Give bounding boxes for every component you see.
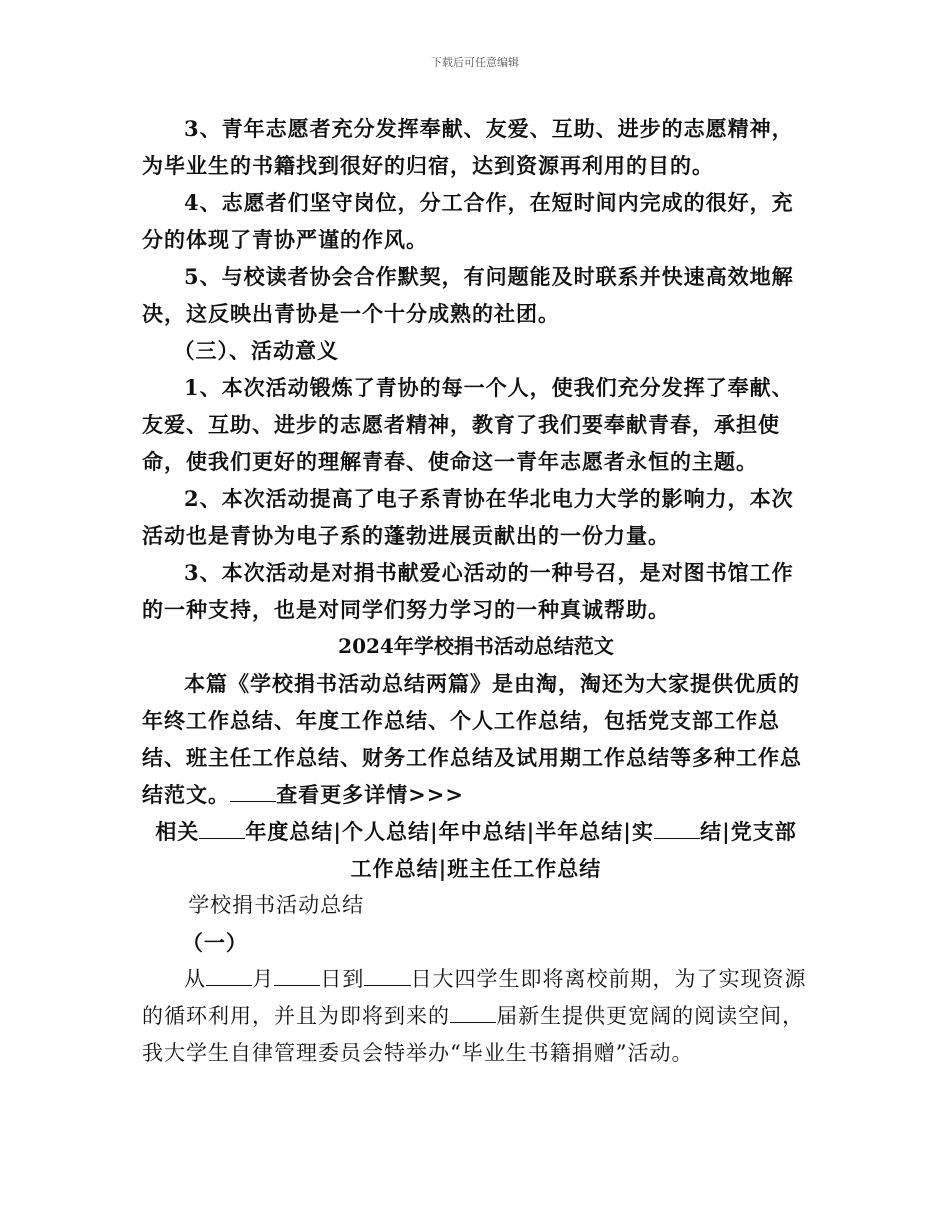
related-links	[142, 813, 810, 887]
body-text: 日大四学生即将离校前期，为了实现资源的循环利用，并且为即将到来的	[142, 967, 807, 1028]
section-sub: （一）	[181, 930, 248, 955]
blank-line	[654, 817, 700, 839]
related-links-c[interactable]: 工作总结|班主任工作总结	[350, 856, 602, 881]
related-prefix: 相关	[155, 819, 200, 844]
blank-line	[206, 964, 252, 986]
body-text: 日到	[320, 967, 365, 991]
document-title: 2024年学校捐书活动总结范文	[338, 634, 614, 658]
paragraph: 3、青年志愿者充分发挥奉献、友爱、互助、进步的志愿精神，为毕业生的书籍找到很好的归宿，达到资源再利用的目的。	[142, 116, 794, 178]
section-heading: （三）、活动意义	[173, 338, 339, 363]
document-body	[142, 110, 810, 1072]
related-links-b[interactable]: 结|党支部	[700, 819, 797, 844]
blank-line	[199, 817, 245, 839]
blank-line	[274, 964, 320, 986]
blank-line	[450, 1001, 496, 1023]
body-text: 从	[184, 967, 206, 991]
related-links-a[interactable]: 年度总结|个人总结|年中总结|半年总结|实	[245, 819, 654, 844]
paragraph: 5、与校读者协会合作默契，有问题能及时联系并快速高效地解决，这反映出青协是一个十分成熟的社团。	[142, 264, 794, 326]
intro-paragraph	[142, 665, 810, 813]
intro-text: 本篇《学校捐书活动总结两篇》是由淘，淘还为大家提供优质的年终工作总结、年度工作总结、个人工作总结，包括党支部工作总结、班主任工作总结、财务工作总结及试用期工作总结等多种工作总结范文。	[142, 671, 802, 807]
paragraph: 1、本次活动锻炼了青协的每一个人，使我们充分发挥了奉献、友爱、互助、进步的志愿者精神，教育了我们要奉献青春，承担使命，使我们更好的理解青春、使命这一青年志愿者永恒的主题。	[142, 375, 794, 474]
paragraph: 4、志愿者们坚守岗位，分工合作，在短时间内完成的很好，充分的体现了青协严谨的作风。	[142, 190, 794, 252]
body-text: 月	[252, 967, 275, 991]
paragraph: 3、本次活动是对捐书献爱心活动的一种号召，是对图书馆工作的一种支持，也是对同学们努力学习的一种真诚帮助。	[142, 560, 794, 622]
section-title: 学校捐书活动总结	[188, 893, 365, 917]
blank-line	[364, 964, 410, 986]
page-header: 下载后可任意编辑	[431, 56, 519, 69]
blank-line	[230, 780, 276, 802]
more-link[interactable]: 查看更多详情>>>	[276, 782, 464, 807]
paragraph: 2、本次活动提高了电子系青协在华北电力大学的影响力，本次活动也是青协为电子系的蓬勃进展贡献出的一份力量。	[142, 486, 794, 548]
body-text: 届新生提供更宽阔的阅读空间，我大学生自律管理委员会特举办“毕业生书籍捐赠”活动。	[142, 1004, 805, 1065]
section-body	[142, 961, 810, 1072]
